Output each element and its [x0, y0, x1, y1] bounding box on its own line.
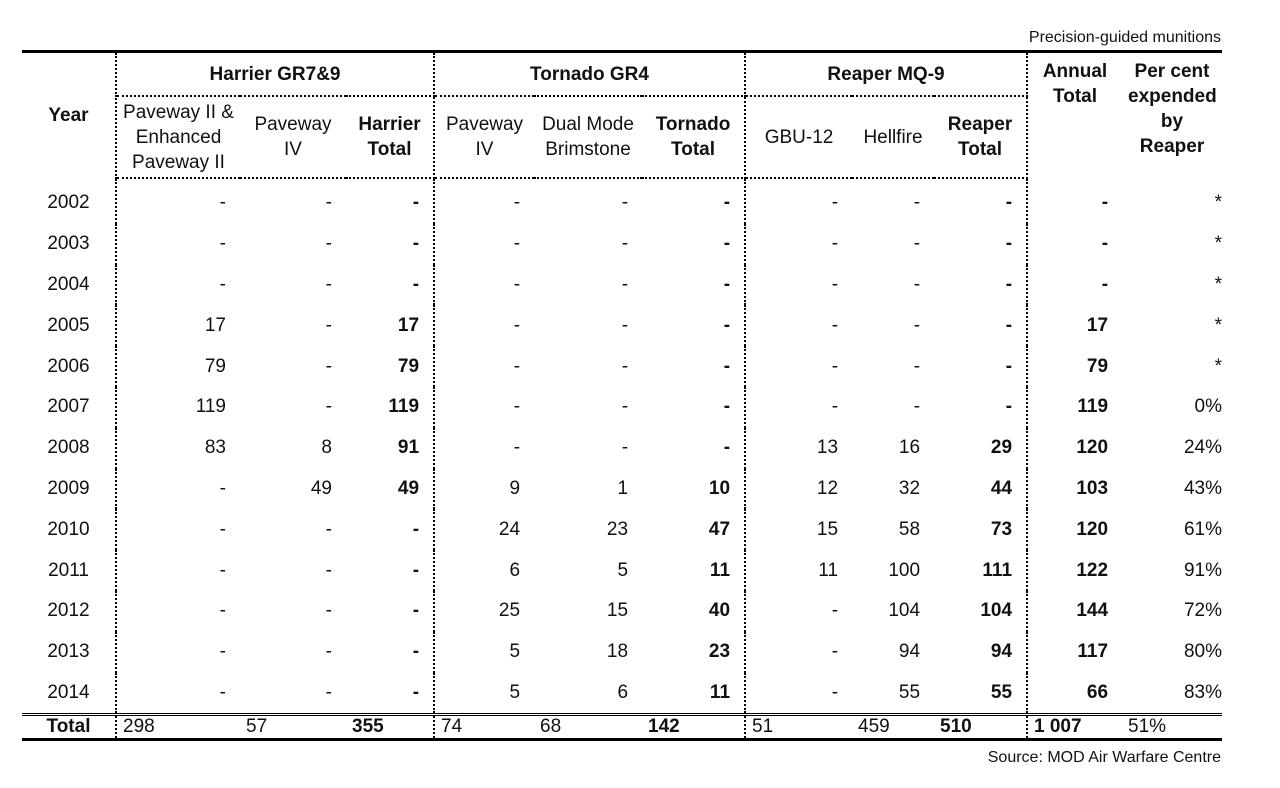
- table-cell: 15: [606, 600, 629, 622]
- table-cell: -: [219, 518, 226, 540]
- table-row: [22, 428, 1222, 469]
- year-cell: 2014: [22, 673, 116, 715]
- harrier-group-header: Harrier GR7&9: [116, 52, 434, 97]
- table-row: [22, 509, 1222, 550]
- subcol-gbu12: GBU-12: [745, 96, 852, 178]
- table-cell: 122: [1076, 559, 1109, 581]
- table-cell: 9: [509, 477, 521, 499]
- table-cell: 94: [934, 632, 1027, 673]
- table-cell: *: [1214, 355, 1223, 377]
- table-cell: -: [831, 681, 839, 703]
- table-row: [22, 632, 1222, 673]
- table-cell: 32: [898, 477, 921, 499]
- table-cell: 6: [509, 559, 521, 581]
- table-cell: 12: [816, 477, 839, 499]
- table-cell: -: [831, 396, 839, 418]
- table-cell: -: [325, 233, 332, 255]
- table-cell: -: [934, 346, 1027, 387]
- table-cell: 144: [1076, 600, 1109, 622]
- table-cell: -: [346, 265, 434, 306]
- table-cell: 5: [509, 641, 521, 663]
- year-cell: 2007: [22, 387, 116, 428]
- total-cell: 51%: [1122, 715, 1222, 740]
- header-row-groups: [22, 52, 1222, 97]
- total-row: [22, 715, 1222, 740]
- table-cell: -: [346, 224, 434, 265]
- table-cell: 17: [204, 314, 226, 336]
- total-cell: 68: [534, 715, 642, 740]
- table-cell: -: [642, 387, 745, 428]
- table-cell: -: [325, 518, 332, 540]
- table-cell: 119: [195, 396, 226, 418]
- table-cell: 120: [1076, 518, 1109, 540]
- table-cell: 1: [617, 477, 629, 499]
- table-cell: -: [913, 273, 921, 295]
- table-row: [22, 265, 1222, 306]
- subcol-harrier-total: Harrier Total: [346, 96, 434, 178]
- subcol-hellfire: Hellfire: [852, 96, 934, 178]
- table-cell: -: [513, 192, 521, 214]
- table-cell: -: [621, 396, 629, 418]
- table-cell: -: [513, 314, 521, 336]
- table-cell: -: [1101, 233, 1109, 255]
- table-cell: 120: [1076, 437, 1109, 459]
- table-row: [22, 387, 1222, 428]
- table-cell: -: [219, 641, 226, 663]
- table-cell: *: [1214, 191, 1223, 213]
- table-cell: -: [642, 265, 745, 306]
- year-cell: 2011: [22, 550, 116, 591]
- table-cell: -: [934, 178, 1027, 224]
- table-cell: 17: [1086, 314, 1109, 336]
- year-cell: 2013: [22, 632, 116, 673]
- table-cell: -: [934, 265, 1027, 306]
- table-cell: 23: [642, 632, 745, 673]
- table-cell: -: [219, 477, 226, 499]
- table-cell: 49: [310, 477, 332, 499]
- table-cell: 79: [204, 355, 226, 377]
- table-cell: *: [1214, 314, 1223, 336]
- table-cell: -: [913, 192, 921, 214]
- table-cell: -: [325, 559, 332, 581]
- table-cell: 66: [1086, 681, 1109, 703]
- table-cell: *: [1214, 273, 1223, 295]
- table-cell: -: [325, 273, 332, 295]
- table-cell: 49: [346, 469, 434, 510]
- total-cell: 57: [240, 715, 346, 740]
- table-cell: 58: [898, 518, 921, 540]
- table-cell: 29: [934, 428, 1027, 469]
- table-cell: -: [513, 396, 521, 418]
- table-cell: 44: [934, 469, 1027, 510]
- table-cell: -: [831, 233, 839, 255]
- total-cell: 1 007: [1027, 715, 1122, 740]
- table-cell: 47: [642, 509, 745, 550]
- table-cell: 55: [934, 673, 1027, 715]
- table-cell: -: [642, 178, 745, 224]
- table-cell: 23: [606, 518, 629, 540]
- table-cell: -: [934, 305, 1027, 346]
- table-caption: Precision-guided munitions: [1028, 29, 1221, 46]
- table-row: [22, 591, 1222, 632]
- table-cell: -: [642, 224, 745, 265]
- total-cell: 298: [116, 715, 240, 740]
- year-cell: 2009: [22, 469, 116, 510]
- table-cell: -: [346, 509, 434, 550]
- annual-total-header: Annual Total: [1027, 52, 1122, 179]
- subcol-tornado-total: Tornado Total: [642, 96, 745, 178]
- table-cell: -: [219, 600, 226, 622]
- table-cell: 104: [934, 591, 1027, 632]
- munitions-table: [22, 50, 1222, 741]
- table-cell: 24%: [1183, 437, 1223, 459]
- table-cell: 16: [898, 437, 921, 459]
- table-cell: 13: [816, 437, 839, 459]
- table-cell: 119: [346, 387, 434, 428]
- table-cell: 55: [898, 681, 921, 703]
- table-cell: *: [1214, 233, 1223, 255]
- table-cell: -: [325, 600, 332, 622]
- source-note: Source: MOD Air Warfare Centre: [987, 749, 1221, 766]
- table-cell: 79: [1086, 355, 1109, 377]
- tornado-group-header: Tornado GR4: [434, 52, 745, 97]
- total-cell: 51: [745, 715, 852, 740]
- table-cell: -: [621, 192, 629, 214]
- table-cell: -: [642, 305, 745, 346]
- table-cell: 91: [346, 428, 434, 469]
- table-cell: 111: [934, 550, 1027, 591]
- table-cell: -: [513, 355, 521, 377]
- table-cell: -: [325, 681, 332, 703]
- table-cell: -: [1101, 273, 1109, 295]
- table-row: [22, 305, 1222, 346]
- table-cell: -: [325, 192, 332, 214]
- table-cell: 83: [204, 437, 226, 459]
- table-cell: 43%: [1183, 477, 1223, 499]
- table-cell: -: [621, 355, 629, 377]
- table-cell: -: [325, 641, 332, 663]
- year-cell: 2008: [22, 428, 116, 469]
- table-cell: -: [831, 192, 839, 214]
- total-cell: 74: [434, 715, 534, 740]
- table-cell: -: [934, 224, 1027, 265]
- table-cell: -: [831, 641, 839, 663]
- table-cell: 15: [816, 518, 839, 540]
- table-cell: 103: [1076, 477, 1109, 499]
- table-cell: -: [346, 591, 434, 632]
- year-cell: 2010: [22, 509, 116, 550]
- table-cell: -: [219, 681, 226, 703]
- table-cell: -: [219, 233, 226, 255]
- year-cell: 2005: [22, 305, 116, 346]
- table-cell: -: [219, 192, 226, 214]
- table-cell: -: [831, 600, 839, 622]
- table-cell: 119: [1077, 396, 1109, 418]
- subcol-paveway-iv-harrier: Paveway IV: [240, 96, 346, 178]
- table-row: [22, 178, 1222, 224]
- table-cell: -: [513, 273, 521, 295]
- table-cell: 100: [888, 559, 921, 581]
- table-cell: 79: [346, 346, 434, 387]
- table-cell: -: [513, 233, 521, 255]
- table-cell: -: [1101, 191, 1109, 213]
- year-cell: 2002: [22, 178, 116, 224]
- table-cell: -: [642, 346, 745, 387]
- table-cell: -: [325, 396, 332, 418]
- table-cell: 6: [617, 681, 629, 703]
- table-row: [22, 550, 1222, 591]
- table-cell: 5: [617, 559, 629, 581]
- table-cell: -: [831, 273, 839, 295]
- subcol-paveway-iv-tornado: Paveway IV: [434, 96, 534, 178]
- table-cell: -: [831, 314, 839, 336]
- table-cell: 17: [346, 305, 434, 346]
- table-cell: 73: [934, 509, 1027, 550]
- table-cell: -: [325, 314, 332, 336]
- year-cell: 2003: [22, 224, 116, 265]
- table-cell: -: [621, 233, 629, 255]
- table-cell: -: [346, 550, 434, 591]
- total-cell: 142: [642, 715, 745, 740]
- table-cell: 11: [642, 673, 745, 715]
- table-cell: -: [913, 314, 921, 336]
- reaper-group-header: Reaper MQ-9: [745, 52, 1027, 97]
- table-cell: 11: [642, 550, 745, 591]
- table-cell: -: [219, 559, 226, 581]
- subcol-brimstone: Dual Mode Brimstone: [534, 96, 642, 178]
- table-row: [22, 346, 1222, 387]
- total-cell: 459: [852, 715, 934, 740]
- table-cell: 5: [509, 681, 521, 703]
- table-cell: -: [621, 314, 629, 336]
- year-cell: 2012: [22, 591, 116, 632]
- table-cell: 72%: [1183, 600, 1223, 622]
- subcol-reaper-total: Reaper Total: [934, 96, 1027, 178]
- table-cell: -: [913, 396, 921, 418]
- table-cell: 117: [1077, 641, 1109, 663]
- table-cell: 80%: [1183, 641, 1223, 663]
- table-cell: -: [621, 273, 629, 295]
- table-row: [22, 224, 1222, 265]
- table-cell: 11: [818, 559, 839, 581]
- table-cell: 91%: [1183, 559, 1223, 581]
- year-cell: 2006: [22, 346, 116, 387]
- total-label: Total: [22, 715, 116, 740]
- table-cell: -: [934, 387, 1027, 428]
- table-cell: -: [913, 355, 921, 377]
- total-cell: 355: [346, 715, 434, 740]
- table-row: [22, 673, 1222, 715]
- total-cell: 510: [934, 715, 1027, 740]
- table-cell: -: [346, 632, 434, 673]
- table-cell: -: [831, 355, 839, 377]
- year-header: Year: [22, 52, 116, 179]
- table-cell: 8: [321, 437, 332, 459]
- table-cell: 61%: [1183, 518, 1223, 540]
- table-cell: 83%: [1183, 681, 1223, 703]
- table-cell: -: [513, 437, 521, 459]
- table-cell: 40: [642, 591, 745, 632]
- table-cell: 25: [498, 600, 521, 622]
- table-cell: -: [219, 273, 226, 295]
- table-cell: 104: [888, 600, 921, 622]
- table-cell: -: [346, 673, 434, 715]
- table-cell: 18: [606, 641, 629, 663]
- table-cell: 94: [898, 641, 921, 663]
- subcol-paveway-ii-harrier: Paveway II & Enhanced Paveway II: [116, 96, 240, 178]
- table-cell: 0%: [1194, 396, 1223, 418]
- table-cell: -: [913, 233, 921, 255]
- year-cell: 2004: [22, 265, 116, 306]
- table-cell: -: [621, 437, 629, 459]
- table-cell: -: [325, 355, 332, 377]
- table-cell: 24: [498, 518, 521, 540]
- table-cell: -: [642, 428, 745, 469]
- table-body: [22, 178, 1222, 715]
- table-row: [22, 469, 1222, 510]
- table-cell: -: [346, 178, 434, 224]
- per-cent-reaper-header: Per cent expended by Reaper: [1122, 52, 1222, 179]
- table-cell: 10: [642, 469, 745, 510]
